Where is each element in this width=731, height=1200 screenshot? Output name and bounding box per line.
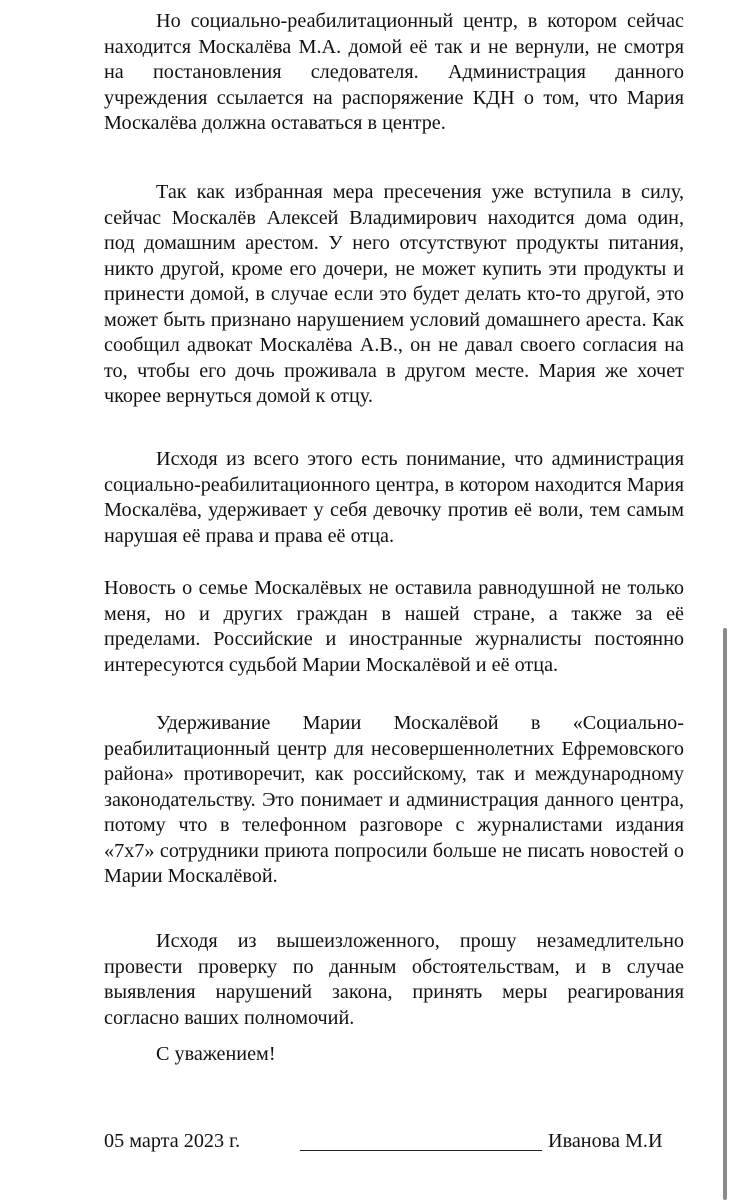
signature-date: 05 марта 2023 г. bbox=[104, 1130, 241, 1152]
signature-row bbox=[104, 1129, 684, 1155]
signatory-name: Иванова М.И bbox=[548, 1130, 663, 1152]
paragraph-house-arrest: Так как избранная мера пресечения уже вступила в силу, сейчас Москалёв Алексей Владимирович находится дома один, под домашним арестом. У него отсутствуют продукты питания, никто другой, кроме его дочери, не может купить эти продукты и принести домой, в случае если это будет делать кто-то другой, это может быть признано нарушением условий домашнего ареста. Как сообщил адвокат Москалёва А.В., он не давал своего согласия на то, чтобы его дочь проживала в другом месте. Мария же хочет чкорее вернуться домой к отцу. bbox=[104, 181, 684, 407]
paragraph-public-interest: Новость о семье Москалёвых не оставила равнодушной не только меня, но и других граждан в нашей стране, а также за её пределами. Российские и иностранные журналисты постоянно интересуются судьбой Марии Москалёвой и её отца. bbox=[104, 577, 684, 676]
paragraph-legal-violation: Удерживание Марии Москалёвой в «Социально-реабилитационный центр для несовершеннолетних Ефремовского района» противоречит, как российскому, так и международному законодательству. Это понимает и администрация данного центра, потому что в телефонном разговоре с журналистами издания «7х7» сотрудники приюта попросили больше не писать новостей о Марии Москалёвой. bbox=[104, 712, 684, 887]
paragraph-rehab-center-refusal: Но социально-реабилитационный центр, в котором сейчас находится Москалёва М.А. домой её так и не вернули, не смотря на постановления следователя. Администрация данного учреждения ссылается на распоряжение КДН о том, что Мария Москалёва должна оставаться в центре. bbox=[104, 10, 684, 134]
signature-line bbox=[300, 1150, 542, 1151]
paragraph-conclusion: Исходя из всего этого есть понимание, что администрация социально-реабилитационного центра, в котором находится Мария Москалёва, удерживает у себя девочку против её воли, тем самым нарушая её права и права её отца. bbox=[104, 448, 684, 547]
paragraph-request: Исходя из вышеизложенного, прошу незамедлительно провести проверку по данным обстоятельствам, и в случае выявления нарушений закона, принять меры реагирования согласно ваших полномочий. bbox=[104, 930, 684, 1029]
closing-salutation: С уважением! bbox=[156, 1043, 276, 1065]
vertical-scrollbar[interactable] bbox=[723, 628, 727, 1200]
